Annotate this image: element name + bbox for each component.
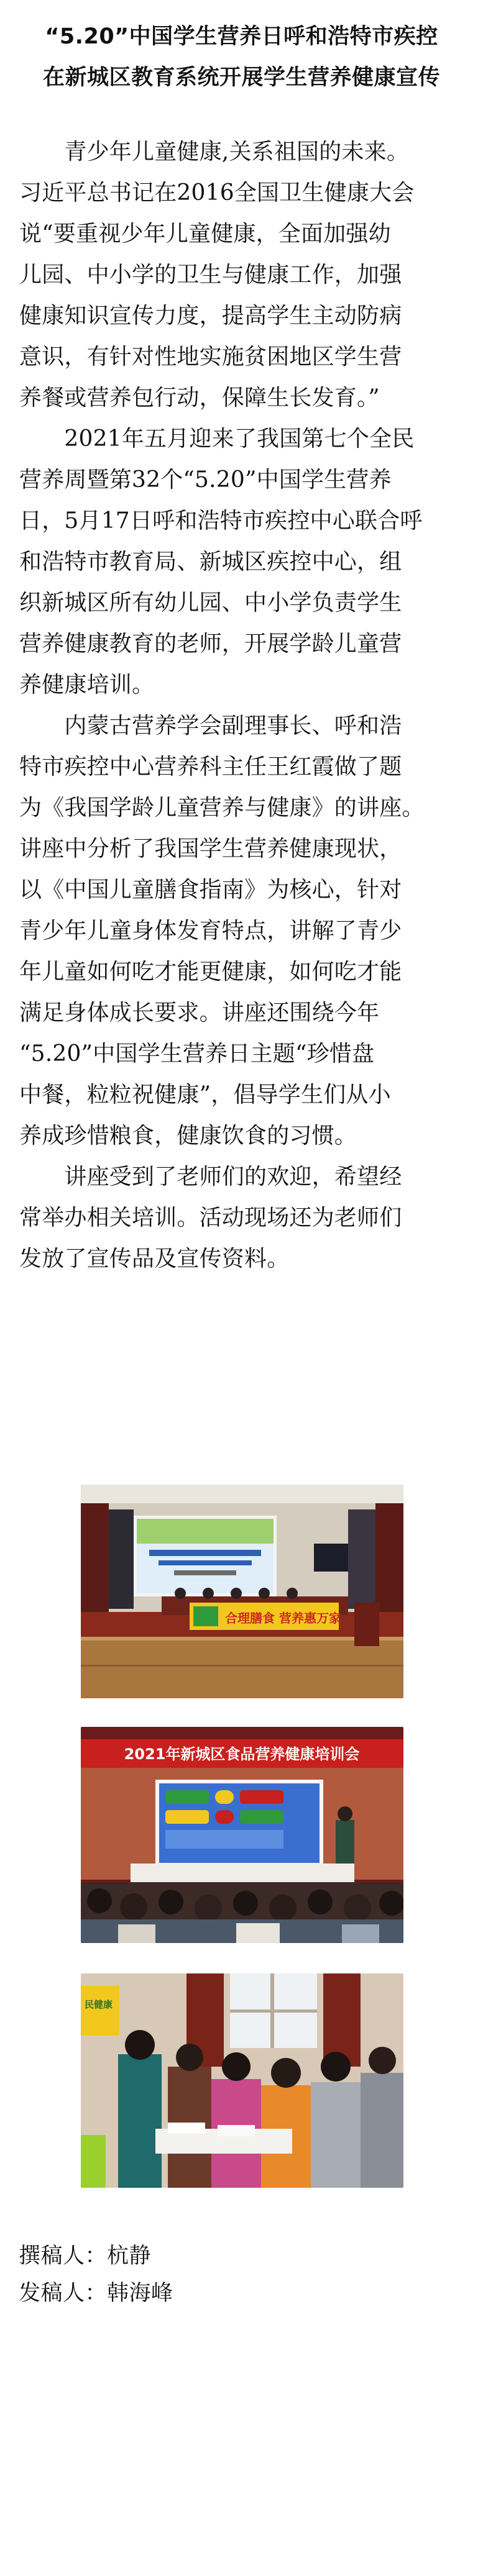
paragraph-line: 织新城区所有幼儿园、中小学负责学生 (19, 590, 402, 616)
paragraph-line: 讲座受到了老师们的欢迎，希望经 (19, 1164, 402, 1190)
paragraph-line: 年儿童如何吃才能更健康，如何吃才能 (19, 959, 402, 985)
writer-credit: 撰稿人：杭静 (19, 2244, 152, 2269)
sign-text: 民健康 (85, 1999, 113, 2010)
photo-material-distribution (81, 1973, 403, 2188)
paragraph-line: 说“要重视少年儿童健康，全面加强幼 (19, 221, 391, 247)
paragraph-line: 养成珍惜粮食，健康饮食的习惯。 (19, 1123, 357, 1149)
publisher-credit: 发稿人：韩海峰 (19, 2281, 173, 2306)
paragraph-line: 内蒙古营养学会副理事长、呼和浩 (19, 713, 402, 739)
photo-lecture-stage (81, 1485, 403, 1698)
article-title (19, 16, 464, 98)
article-credits (19, 2237, 173, 2312)
paragraph-line: 常举办相关培训。活动现场还为老师们 (19, 1205, 402, 1231)
paragraph-line: 发放了宣传品及宣传资料。 (19, 1246, 290, 1272)
paragraph-line: 为《我国学龄儿童营养与健康》的讲座。 (19, 795, 425, 821)
paragraph-line: 儿园、中小学的卫生与健康工作，加强 (19, 262, 402, 288)
banner-text: 2021年新城区食品营养健康培训会 (124, 1745, 360, 1763)
paragraph-line: 2021年五月迎来了我国第七个全民 (19, 426, 415, 452)
title-line-1: “5.20”中国学生营养日呼和浩特市疾控 (45, 24, 438, 49)
paragraph-line: 青少年儿童健康,关系祖国的未来。 (19, 139, 410, 165)
photo-training-meeting (81, 1727, 403, 1943)
title-line-2: 在新城区教育系统开展学生营养健康宣传 (42, 65, 440, 90)
paragraph-line: 意识，有针对性地实施贫困地区学生营 (19, 344, 402, 370)
paragraph-line: 养餐或营养包行动，保障生长发育。” (19, 385, 380, 411)
paragraph-2 (19, 419, 466, 706)
paragraph-line: 日，5月17日呼和浩特市疾控中心联合呼 (19, 508, 423, 534)
paragraph-line: 特市疾控中心营养科主任王红霞做了题 (19, 754, 402, 780)
paragraph-line: 养健康培训。 (19, 672, 155, 698)
paragraph-line: 习近平总书记在2016全国卫生健康大会 (19, 180, 415, 206)
paragraph-line: 健康知识宣传力度，提高学生主动防病 (19, 303, 402, 329)
paragraph-line: 讲座中分析了我国学生营养健康现状， (19, 836, 402, 862)
paragraph-line: “5.20”中国学生营养日主题“珍惜盘 (19, 1041, 375, 1067)
paragraph-line: 营养健康教育的老师，开展学龄儿童营 (19, 631, 402, 657)
paragraph-line: 和浩特市教育局、新城区疾控中心，组 (19, 549, 402, 575)
paragraph-line: 以《中国儿童膳食指南》为核心，针对 (19, 877, 402, 903)
paragraph-line: 满足身体成长要求。讲座还围绕今年 (19, 1000, 380, 1026)
paragraph-4 (19, 1157, 466, 1280)
paragraph-3 (19, 706, 466, 1157)
paragraph-line: 青少年儿童身体发育特点，讲解了青少 (19, 918, 402, 944)
banner-text: 合理膳食 营养惠万家 (225, 1611, 341, 1626)
paragraph-line: 营养周暨第32个“5.20”中国学生营养 (19, 467, 392, 493)
article-body (19, 132, 466, 1280)
paragraph-line: 中餐，粒粒祝健康”，倡导学生们从小 (19, 1082, 391, 1108)
paragraph-1 (19, 132, 466, 419)
